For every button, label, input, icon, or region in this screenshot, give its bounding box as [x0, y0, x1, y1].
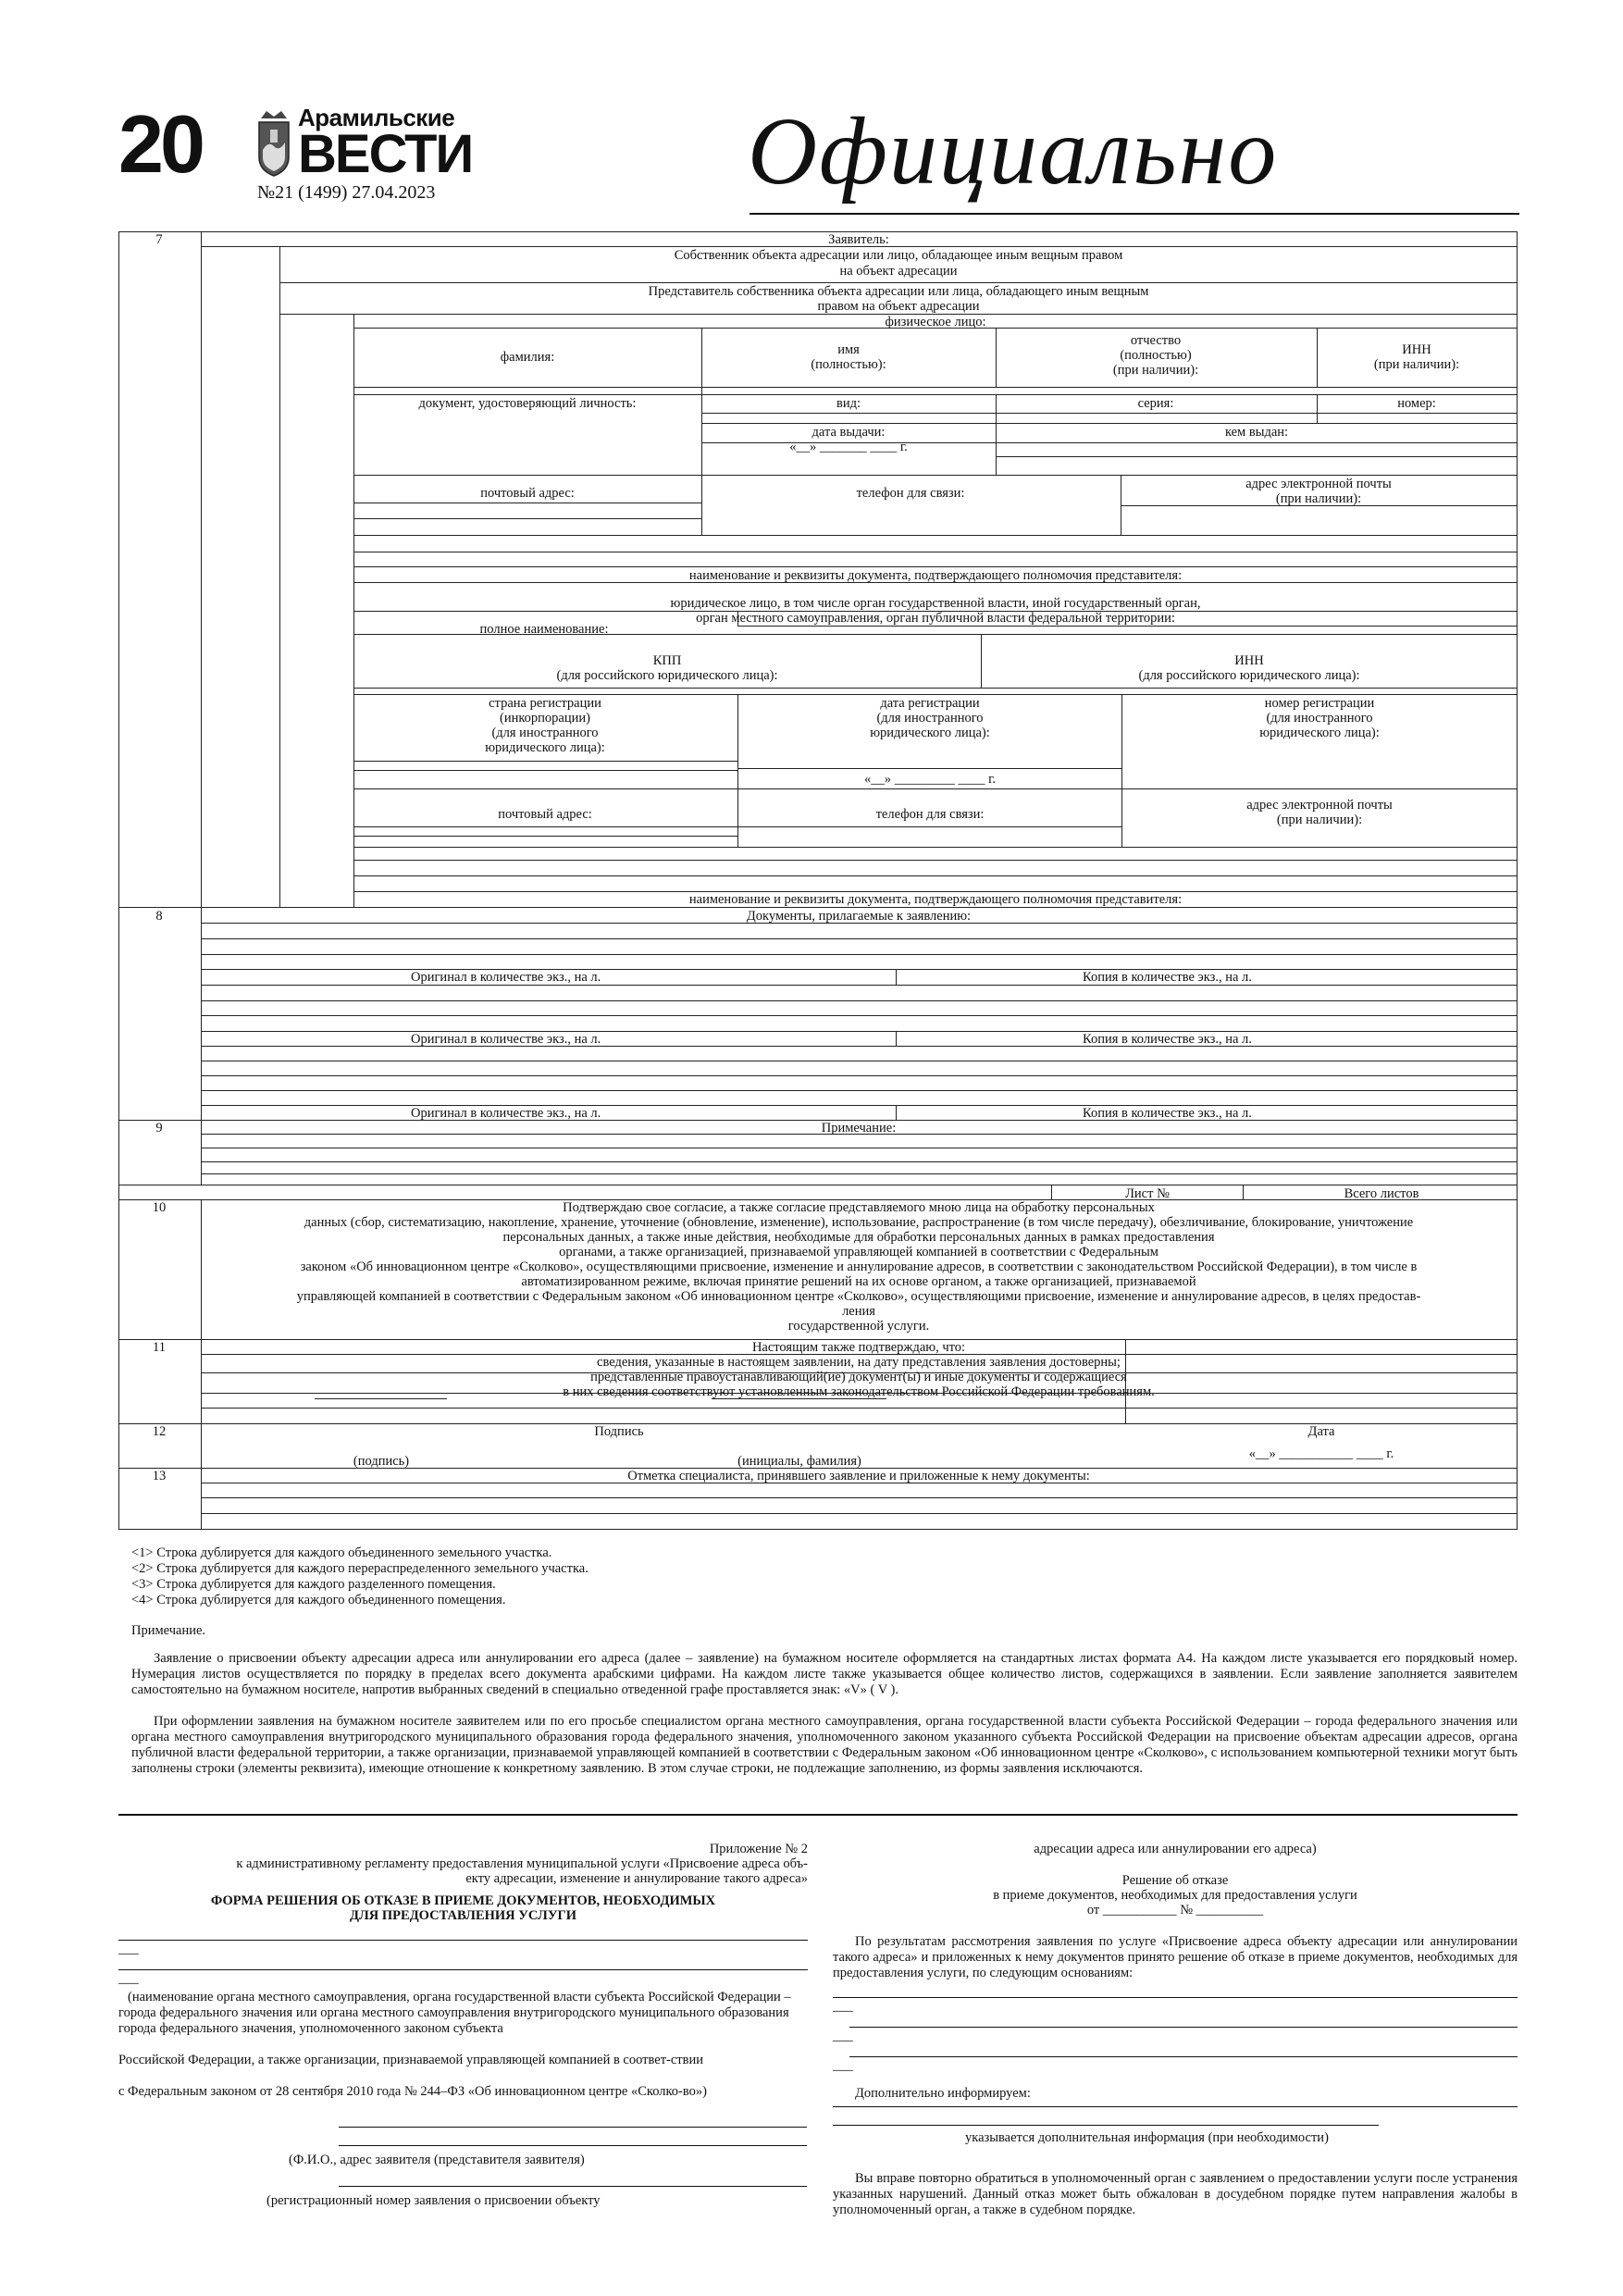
- copy-count-2: Копия в количестве экз., на л.: [1083, 1032, 1252, 1047]
- decision-title: Решение об отказе: [1121, 1873, 1229, 1888]
- additional-info-label: Дополнительно информируем:: [855, 2086, 1031, 2101]
- legal-entity-label: юридическое лицо, в том числе орган государственной власти, иной государственный орган,: [670, 596, 1201, 611]
- name-label-2: (полностью):: [811, 357, 886, 372]
- specialist-mark-label: Отметка специалиста, принявшего заявление и приложенные к нему документы:: [627, 1469, 1090, 1483]
- reason-dash-1: ___: [833, 1999, 853, 2014]
- issued-by-label: кем выдан:: [1224, 425, 1289, 440]
- appendix-line-2: к административному регламенту предоставления муниципальной услуги «Присвоение адреса объ-: [236, 1856, 808, 1871]
- country-label-3: (для иностранного: [491, 726, 599, 740]
- initials-caption: (инициалы, фамилия): [737, 1454, 861, 1469]
- org-caption-2: Российской Федерации, а также организации, признаваемой управляющей компанией в соответ-ствии: [118, 2053, 704, 2067]
- footnote-2: <2> Строка дублируется для каждого перераспределенного земельного участка.: [131, 1561, 588, 1576]
- consent-line-1: Подтверждаю свое согласие, а также согласие представляемого мною лица на обработку персональных: [563, 1200, 1155, 1215]
- original-count-1: Оригинал в количестве экз., на л.: [411, 970, 601, 985]
- copy-count-1: Копия в количестве экз., на л.: [1083, 970, 1252, 985]
- regnum-caption: (регистрационный номер заявления о присвоении объекту: [266, 2193, 601, 2208]
- logo-top: Арамильские: [298, 104, 455, 131]
- appeal-notice: Вы вправе повторно обратиться в уполномоченный орган с заявлением о предоставлении услуги после устранения указанных нарушений. Данный отказ может быть обжалован в досудебном порядке путем направления жалобы в уполномоченный орган, а также в судебном порядке.: [833, 2171, 1518, 2217]
- row-number-7: 7: [155, 232, 163, 247]
- footnote-3: <3> Строка дублируется для каждого разделенного помещения.: [131, 1577, 496, 1592]
- decision-continuation: адресации адреса или аннулировании его адреса): [1034, 1842, 1317, 1856]
- org-caption-3: с Федеральным законом от 28 сентября 2010 года № 244–ФЗ «Об инновационном центре «Сколко-во»): [118, 2084, 707, 2099]
- org-dash-1: ___: [118, 1942, 139, 1956]
- logo-main: ВЕСТИ: [298, 124, 473, 184]
- postal-address-label: почтовый адрес:: [480, 486, 575, 501]
- confirm-line-1: Настоящим также подтверждаю, что:: [751, 1340, 966, 1355]
- consent-line-9: государственной услуги.: [787, 1319, 930, 1334]
- individual-label: физическое лицо:: [885, 315, 986, 329]
- appendix-line-3: екту адресации, изменение и аннулирование такого адреса»: [465, 1871, 808, 1886]
- attached-docs-label: Документы, прилагаемые к заявлению:: [746, 909, 972, 924]
- footnote-1: <1> Строка дублируется для каждого объединенного земельного участка.: [131, 1545, 552, 1560]
- consent-line-6: автоматизированном режиме, включая принятие решений на их основе органом, а также организацией, признаваемой: [521, 1274, 1196, 1289]
- row-number-12: 12: [152, 1424, 167, 1439]
- consent-line-7: управляющей компанией в соответствии с Федеральным законом «Об инновационном центре «Сколково», осуществляющими присвоение, изменение и аннулирование адресов, в целях предостав-: [296, 1289, 1421, 1304]
- remarks-label: Примечание:: [821, 1121, 897, 1136]
- note-p1-text: Заявление о присвоении объекту адресации адреса или аннулировании его адреса (далее – заявление) на бумажном носителе оформляется на стандартных листах формата А4. На каждом листе указывается его порядковый номер. Нумерация листов осуществляется по порядку в пределах всего документа арабскими цифрами. На каждом листе также указывается общее количество листов, содержащихся в заявлении. Если заявление заполняется заявителем самостоятельно на бумажном носителе, напротив выбранных сведений в специально отведенной графе проставляется знак: «V» ( V ).: [131, 1651, 1518, 1697]
- postal-address-label-2: почтовый адрес:: [498, 807, 592, 822]
- owner-label-2: на объект адресации: [839, 264, 958, 279]
- country-label-2: (инкорпорации): [500, 711, 590, 726]
- kpp-label-2: (для российского юридического лица):: [556, 668, 778, 683]
- signature-caption: (подпись): [353, 1454, 410, 1469]
- surname-label: фамилия:: [500, 350, 555, 365]
- crest-icon: [257, 109, 291, 178]
- additional-info-line-2: [833, 2125, 1379, 2126]
- org-line-1: [118, 1940, 808, 1941]
- legal-entity-label-2: орган местного самоуправления, орган публичной власти федеральной территории:: [696, 611, 1175, 626]
- note-paragraph-2: [131, 1714, 1518, 1777]
- owner-label: Собственник объекта адресации или лицо, обладающее иным вещным правом: [674, 248, 1123, 263]
- row-number-8: 8: [155, 909, 163, 924]
- decision-result: По результатам рассмотрения заявления по услуге «Присвоение адреса объекту адресации или аннулировании такого адреса» и приложенных к нему документов принято решение об отказе в приеме документов, необходимых для предоставления услуги, по следующим основаниям:: [833, 1934, 1518, 1980]
- org-line-2: [118, 1969, 808, 1970]
- org-caption: (наименование органа местного самоуправления, органа государственной власти субъекта Российской Федерации – города федерального значения или органа местного самоуправления внутригородского муниципального образования города федерального значения, уполномоченного законом субъекта: [118, 1990, 791, 2036]
- additional-info-caption: указывается дополнительная информация (при необходимости): [965, 2130, 1329, 2145]
- doc-kind-label: вид:: [836, 396, 861, 411]
- reason-line-1: [833, 1997, 1518, 1998]
- row-number-13: 13: [152, 1469, 167, 1483]
- row-number-9: 9: [155, 1121, 163, 1136]
- issue-date-label: дата выдачи:: [812, 425, 886, 440]
- reg-date-label: дата регистрации: [880, 696, 980, 711]
- decision-subtitle: в приеме документов, необходимых для предоставления услуги: [993, 1888, 1357, 1903]
- doc-series-label: серия:: [1137, 396, 1174, 411]
- inn-label: ИНН: [1402, 342, 1431, 357]
- patronymic-label: отчество: [1130, 333, 1182, 348]
- reg-number-label-2: (для иностранного: [1266, 711, 1373, 726]
- country-label: страна регистрации: [489, 696, 601, 711]
- country-label-4: юридического лица):: [485, 740, 605, 755]
- note-p2-text: При оформлении заявления на бумажном носителе заявителем или по его просьбе специалистом органа местного самоуправления, органа государственной власти субъекта Российской Федерации – города федерального значения или органа местного самоуправления внутригородского муниципального образования города федерального значения, уполномоченного законом указанного субъекта Российской Федерации на присвоение объектам адресации адресов, органа публичной власти федеральной территории, а также организации, признаваемой управляющей компанией в соответствии с Федеральным законом «Об инновационном центре «Сколково», с использованием компьютерной техники могут быть заполнены строки (элементы реквизита), имеющие отношение к конкретному заявлению. В этом случае строки, не подлежащие заполнению, из формы заявления исключаются.: [131, 1714, 1518, 1776]
- row-number-11: 11: [153, 1340, 166, 1355]
- form-heading-1: ФОРМА РЕШЕНИЯ ОБ ОТКАЗЕ В ПРИЕМЕ ДОКУМЕНТОВ, НЕОБХОДИМЫХ: [210, 1893, 716, 1908]
- patronymic-label-3: (при наличии):: [1112, 363, 1199, 378]
- consent-line-5: законом «Об инновационном центре «Сколково», осуществляющими присвоение, изменение и аннулирование адресов, в соответствии с законодательством Российской Федерации), в том числе в: [300, 1260, 1418, 1274]
- issue-number: №21 (1499) 27.04.2023: [257, 182, 436, 203]
- doc-number-label: номер:: [1397, 396, 1436, 411]
- org-dash-2: ___: [118, 1971, 139, 1986]
- copy-count-3: Копия в количестве экз., на л.: [1083, 1106, 1252, 1121]
- total-sheets-label: Всего листов: [1344, 1186, 1419, 1201]
- header-rule: [750, 213, 1519, 215]
- application-form-table: [118, 231, 1518, 1530]
- full-name-label: полное наименование:: [479, 622, 609, 637]
- original-count-2: Оригинал в количестве экз., на л.: [411, 1032, 601, 1047]
- patronymic-label-2: (полностью): [1120, 348, 1192, 363]
- email-label-2: (при наличии):: [1275, 491, 1362, 506]
- phone-label-2: телефон для связи:: [875, 807, 985, 822]
- reg-date-label-3: юридического лица):: [870, 726, 990, 740]
- page-number: 20: [118, 98, 202, 190]
- decision-number: от ___________ № __________: [1086, 1903, 1264, 1917]
- sheet-number-label: Лист №: [1125, 1186, 1170, 1201]
- authority-document-label-2: наименование и реквизиты документа, подтверждающего полномочия представителя:: [688, 892, 1183, 907]
- consent-line-3: персональных данных, а также иные действия, необходимые для обработки персональных данных в рамках предоставления: [502, 1230, 1215, 1245]
- consent-line-4: органами, а также организацией, признаваемой управляющей компанией в соответствии с Федеральным: [559, 1245, 1158, 1260]
- reg-date-template: «__» _________ ____ г.: [863, 772, 997, 787]
- inn-label-2: (при наличии):: [1373, 357, 1460, 372]
- fio-line-2: [339, 2145, 807, 2146]
- email-label-3: адрес электронной почты: [1246, 798, 1393, 813]
- original-count-3: Оригинал в количестве экз., на л.: [411, 1106, 601, 1121]
- regnum-line: [339, 2186, 807, 2187]
- section-divider: [118, 1814, 1518, 1816]
- legal-inn-label: ИНН: [1234, 653, 1264, 668]
- authority-document-label: наименование и реквизиты документа, подтверждающего полномочия представителя:: [688, 568, 1183, 583]
- email-label: адрес электронной почты: [1245, 477, 1392, 491]
- kpp-label: КПП: [652, 653, 682, 668]
- date-template: «__» _______ ____ г.: [789, 440, 908, 454]
- additional-info-line-1: [833, 2106, 1518, 2107]
- name-label: имя: [837, 342, 860, 357]
- reg-number-label-3: юридического лица):: [1259, 726, 1380, 740]
- id-document-label: документ, удостоверяющий личность:: [418, 396, 637, 411]
- consent-line-2: данных (сбор, систематизацию, накопление, хранение, уточнение (обновление, изменение), использование, распространение (в том числе передачу), обезличивание, блокирование, уничтожение: [304, 1215, 1414, 1230]
- fio-line-1: [339, 2127, 807, 2128]
- footnote-4: <4> Строка дублируется для каждого объединенного помещения.: [131, 1593, 506, 1607]
- legal-inn-label-2: (для российского юридического лица):: [1138, 668, 1360, 683]
- reason-line-2: [849, 2027, 1518, 2028]
- reg-date-label-2: (для иностранного: [876, 711, 984, 726]
- representative-label: Представитель собственника объекта адресации или лица, обладающего иным вещным: [648, 284, 1149, 299]
- reg-number-label: номер регистрации: [1264, 696, 1375, 711]
- applicant-fio-caption: (Ф.И.О., адрес заявителя (представителя заявителя): [289, 2153, 585, 2167]
- confirm-line-4: в них сведения соответствуют установленным законодательством Российской Федерации требованиям.: [563, 1384, 1155, 1399]
- appendix-title: Приложение № 2: [709, 1842, 808, 1856]
- signature-label: Подпись: [594, 1424, 644, 1439]
- reason-dash-3: ___: [833, 2058, 853, 2073]
- consent-line-8: ления: [842, 1304, 875, 1319]
- form-heading-2: ДЛЯ ПРЕДОСТАВЛЕНИЯ УСЛУГИ: [350, 1908, 576, 1923]
- signature-date-template: «__» ___________ ____ г.: [1248, 1446, 1394, 1461]
- section-headline: Официально: [748, 98, 1279, 205]
- confirm-line-2: сведения, указанные в настоящем заявлении, на дату представления заявления достоверны;: [597, 1355, 1121, 1370]
- applicant-label: Заявитель:: [828, 232, 889, 247]
- phone-label: телефон для связи:: [856, 486, 965, 501]
- representative-label-2: правом на объект адресации: [817, 299, 980, 314]
- date-label: Дата: [1307, 1424, 1335, 1439]
- reason-line-3: [849, 2056, 1518, 2057]
- confirm-line-3: представленные правоустанавливающий(ие) документ(ы) и иные документы и содержащиеся: [590, 1370, 1127, 1384]
- note-title: Примечание.: [131, 1623, 206, 1638]
- row-number-10: 10: [152, 1200, 167, 1215]
- reason-dash-2: ___: [833, 2029, 853, 2043]
- note-paragraph-1: [131, 1651, 1518, 1698]
- email-label-4: (при наличии):: [1276, 813, 1363, 827]
